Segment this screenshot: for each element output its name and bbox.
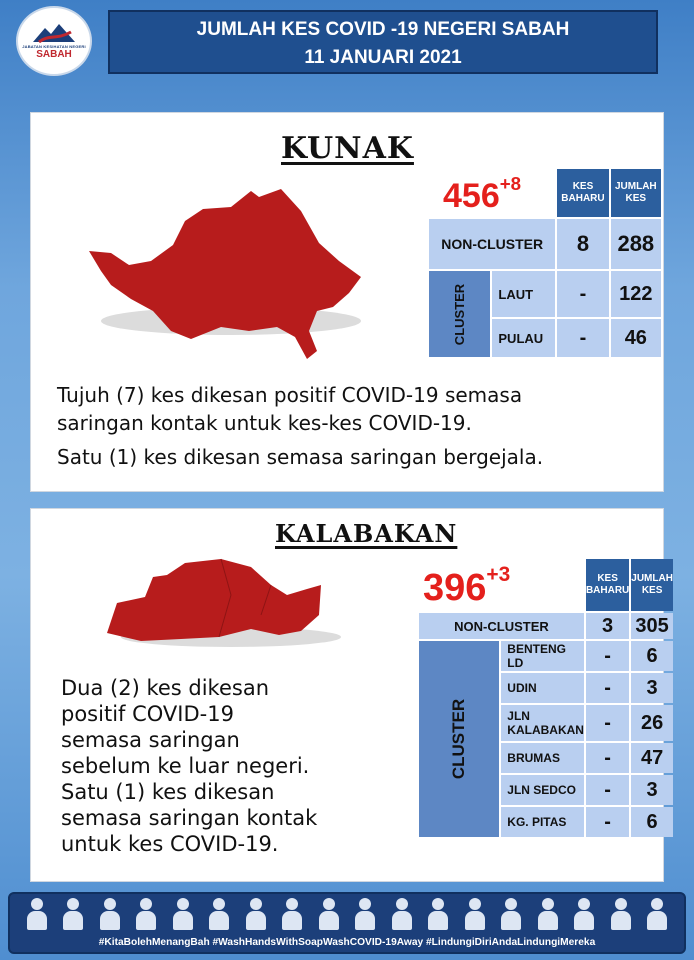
kalabakan-cluster-label: CLUSTER bbox=[419, 641, 499, 837]
page-title bbox=[108, 10, 658, 74]
frontliner-figure-icon bbox=[573, 898, 595, 930]
kalabakan-row-jumlah: 3 bbox=[631, 775, 673, 805]
kunak-row-label: PULAU bbox=[492, 319, 555, 357]
kalabakan-row-baharu: - bbox=[586, 743, 629, 773]
kunak-cluster-label: CLUSTER bbox=[429, 271, 490, 357]
kalabakan-non-cluster-jumlah: 305 bbox=[631, 613, 673, 639]
kalabakan-non-cluster-baharu: 3 bbox=[586, 613, 629, 639]
kalabakan-row-baharu: - bbox=[586, 673, 629, 703]
kunak-desc-line: Satu (1) kes dikesan semasa saringan bergejala. bbox=[57, 445, 544, 469]
kalabakan-row-baharu: - bbox=[586, 807, 629, 837]
frontliner-figure-icon bbox=[610, 898, 632, 930]
footer-hashtags: #KitaBolehMenangBah #WashHandsWithSoapWashCOVID-19Away #LindungiDiriAndaLindungiMereka bbox=[98, 937, 596, 948]
title-line-1: JUMLAH KES COVID -19 NEGERI SABAH bbox=[196, 19, 570, 40]
kalabakan-row-baharu: - bbox=[586, 641, 629, 671]
kalabakan-row-label: BENTENG LD bbox=[501, 641, 584, 671]
frontliner-figure-icon bbox=[427, 898, 449, 930]
frontliner-figure-icon bbox=[391, 898, 413, 930]
frontliner-figure-icon bbox=[537, 898, 559, 930]
kalabakan-row-jumlah: 6 bbox=[631, 641, 673, 671]
frontliner-figure-icon bbox=[172, 898, 194, 930]
frontliner-figure-icon bbox=[26, 898, 48, 930]
frontliner-figure-icon bbox=[646, 898, 668, 930]
kunak-description bbox=[57, 381, 543, 471]
kunak-non-cluster-jumlah: 288 bbox=[611, 219, 661, 269]
frontliner-figure-icon bbox=[135, 898, 157, 930]
sabah-health-logo bbox=[16, 6, 92, 76]
kunak-desc-line: Tujuh (7) kes dikesan positif COVID-19 semasa bbox=[57, 383, 523, 407]
kalabakan-row-label: JLN SEDCO bbox=[501, 775, 584, 805]
kunak-row-baharu: - bbox=[557, 319, 608, 357]
kunak-row-label: LAUT bbox=[492, 271, 555, 317]
kalabakan-row-baharu: - bbox=[586, 705, 629, 741]
kalabakan-row-label: UDIN bbox=[501, 673, 584, 703]
frontliner-figure-icon bbox=[245, 898, 267, 930]
frontliner-figure-icon bbox=[318, 898, 340, 930]
kalabakan-desc-line: semasa saringan bbox=[61, 728, 240, 752]
sabah-health-logo-icon bbox=[31, 22, 77, 44]
kunak-title: KUNAK bbox=[281, 131, 414, 166]
frontliner-figure-icon bbox=[500, 898, 522, 930]
title-line-2: 11 JANUARI 2021 bbox=[304, 47, 462, 68]
kunak-row-baharu: - bbox=[557, 271, 608, 317]
frontliner-figure-icon bbox=[281, 898, 303, 930]
kunak-header-jumlah-kes: JUMLAH KES bbox=[611, 169, 661, 217]
kunak-row-jumlah: 46 bbox=[611, 319, 661, 357]
frontliner-figure-icon bbox=[354, 898, 376, 930]
frontliner-figure-icon bbox=[99, 898, 121, 930]
kalabakan-desc-line: sebelum ke luar negeri. bbox=[61, 754, 310, 778]
kalabakan-row-jumlah: 3 bbox=[631, 673, 673, 703]
kalabakan-row-baharu: - bbox=[586, 775, 629, 805]
kunak-panel bbox=[30, 112, 664, 492]
frontliner-figure-icon bbox=[208, 898, 230, 930]
kalabakan-case-table bbox=[417, 557, 675, 839]
kalabakan-header-kes-baharu: KES BAHARU bbox=[586, 559, 629, 611]
kalabakan-header-jumlah-kes: JUMLAH KES bbox=[631, 559, 673, 611]
kunak-non-cluster-baharu: 8 bbox=[557, 219, 608, 269]
kalabakan-row-jumlah: 47 bbox=[631, 743, 673, 773]
kalabakan-desc-line: untuk kes COVID-19. bbox=[61, 832, 279, 856]
logo-name: SABAH bbox=[36, 49, 72, 60]
kalabakan-desc-line: semasa saringan kontak bbox=[61, 806, 318, 830]
kunak-increase: +8 bbox=[499, 173, 522, 194]
logo-subtitle: JABATAN KESIHATAN NEGERI bbox=[22, 44, 86, 49]
kalabakan-row-jumlah: 26 bbox=[631, 705, 673, 741]
kalabakan-description bbox=[61, 675, 317, 857]
kunak-case-table bbox=[427, 167, 663, 359]
kunak-map-icon bbox=[81, 181, 371, 371]
kunak-header-kes-baharu: KES BAHARU bbox=[557, 169, 608, 217]
kalabakan-desc-line: positif COVID-19 bbox=[61, 702, 234, 726]
kalabakan-total-value: 396 bbox=[423, 566, 487, 609]
kalabakan-increase: +3 bbox=[486, 563, 511, 586]
kalabakan-row-jumlah: 6 bbox=[631, 807, 673, 837]
kunak-row-jumlah: 122 bbox=[611, 271, 661, 317]
kalabakan-non-cluster-label: NON-CLUSTER bbox=[419, 613, 584, 639]
kalabakan-row-label: BRUMAS bbox=[501, 743, 584, 773]
kalabakan-row-label: KG. PITAS bbox=[501, 807, 584, 837]
frontliner-figures bbox=[26, 898, 668, 932]
kalabakan-panel bbox=[30, 508, 673, 882]
kalabakan-map-icon bbox=[101, 555, 351, 655]
kunak-non-cluster-label: NON-CLUSTER bbox=[429, 219, 555, 269]
kalabakan-desc-line: Satu (1) kes dikesan bbox=[61, 780, 275, 804]
kalabakan-row-label: JLN KALABAKAN bbox=[501, 705, 584, 741]
kalabakan-desc-line: Dua (2) kes dikesan bbox=[61, 676, 270, 700]
frontliner-figure-icon bbox=[464, 898, 486, 930]
kalabakan-title: KALABAKAN bbox=[275, 519, 458, 548]
footer-banner bbox=[8, 892, 686, 954]
kunak-total-value: 456 bbox=[443, 176, 500, 215]
kunak-desc-line: saringan kontak untuk kes-kes COVID-19. bbox=[57, 411, 472, 435]
frontliner-figure-icon bbox=[62, 898, 84, 930]
